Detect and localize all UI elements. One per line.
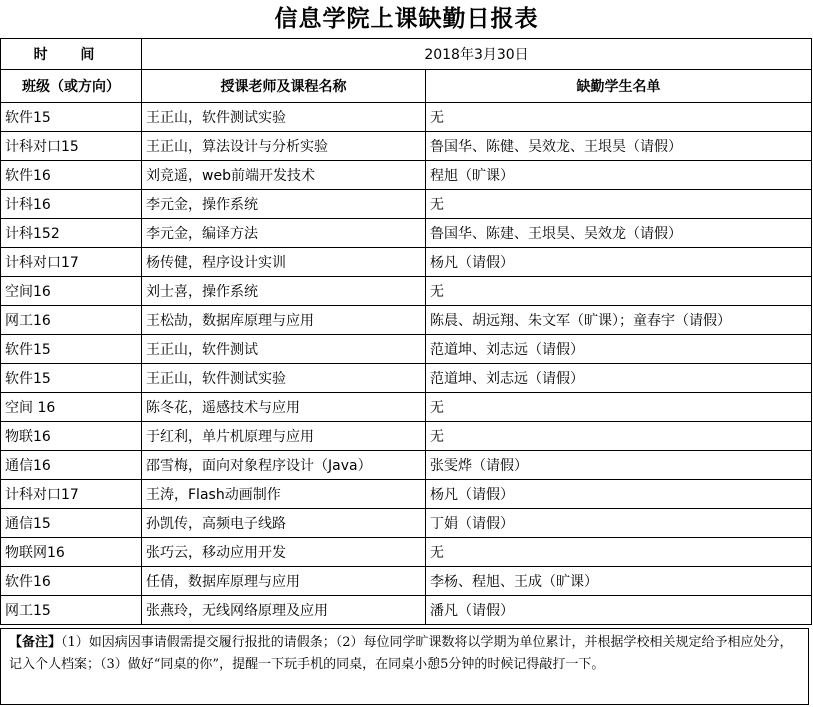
header-row	[1, 70, 812, 103]
header-absent-students: 缺勤学生名单	[426, 70, 812, 103]
absent-students-cell: 李杨、程旭、王成（旷课）	[426, 567, 812, 596]
table-row	[1, 219, 812, 248]
class-cell: 计科对口17	[1, 480, 142, 509]
remarks-label: 【备注】	[9, 635, 62, 650]
teacher-course-cell: 王正山，软件测试实验	[142, 364, 426, 393]
teacher-course-cell: 王正山，软件测试实验	[142, 103, 426, 132]
table-row	[1, 422, 812, 451]
table-row	[1, 364, 812, 393]
class-cell: 软件15	[1, 103, 142, 132]
table-row	[1, 306, 812, 335]
class-cell: 软件16	[1, 567, 142, 596]
absent-students-cell: 无	[426, 422, 812, 451]
absent-students-cell: 杨凡（请假）	[426, 480, 812, 509]
class-cell: 通信15	[1, 509, 142, 538]
teacher-course-cell: 李元金，编译方法	[142, 219, 426, 248]
absent-students-cell: 杨凡（请假）	[426, 248, 812, 277]
header-teacher-course: 授课老师及课程名称	[142, 70, 426, 103]
report-title: 信息学院上课缺勤日报表	[274, 5, 539, 32]
table-row	[1, 132, 812, 161]
class-cell: 网工15	[1, 596, 142, 625]
class-cell: 通信16	[1, 451, 142, 480]
class-cell: 计科152	[1, 219, 142, 248]
absent-students-cell: 潘凡（请假）	[426, 596, 812, 625]
absent-students-cell: 鲁国华、陈健、吴效龙、王垠昊（请假）	[426, 132, 812, 161]
teacher-course-cell: 王涛，Flash动画制作	[142, 480, 426, 509]
table-row	[1, 190, 812, 219]
teacher-course-cell: 张巧云，移动应用开发	[142, 538, 426, 567]
table-row	[1, 596, 812, 625]
class-cell: 软件16	[1, 161, 142, 190]
absent-students-cell: 鲁国华、陈建、王垠昊、吴效龙（请假）	[426, 219, 812, 248]
class-cell: 计科对口15	[1, 132, 142, 161]
teacher-course-cell: 孙凯传，高频电子线路	[142, 509, 426, 538]
teacher-course-cell: 任倩，数据库原理与应用	[142, 567, 426, 596]
table-row	[1, 277, 812, 306]
attendance-table	[0, 38, 812, 625]
class-cell: 计科对口17	[1, 248, 142, 277]
absent-students-cell: 范道坤、刘志远（请假）	[426, 335, 812, 364]
table-row	[1, 103, 812, 132]
teacher-course-cell: 陈冬花，遥感技术与应用	[142, 393, 426, 422]
absent-students-cell: 程旭（旷课）	[426, 161, 812, 190]
table-row	[1, 161, 812, 190]
teacher-course-cell: 王松劼，数据库原理与应用	[142, 306, 426, 335]
teacher-course-cell: 王正山，软件测试	[142, 335, 426, 364]
teacher-course-cell: 杨传健，程序设计实训	[142, 248, 426, 277]
table-row	[1, 451, 812, 480]
absent-students-cell: 无	[426, 103, 812, 132]
teacher-course-cell: 张燕玲，无线网络原理及应用	[142, 596, 426, 625]
class-cell: 软件15	[1, 335, 142, 364]
table-row	[1, 509, 812, 538]
class-cell: 空间16	[1, 277, 142, 306]
class-cell: 软件15	[1, 364, 142, 393]
absent-students-cell: 丁娟（请假）	[426, 509, 812, 538]
remarks-text: （1）如因病因事请假需提交履行报批的请假条；（2）每位同学旷课数将以学期为单位累计，并根据学校相关规定给予相应处分，记入个人档案；（3）做好“同桌的你”，提醒一下玩手机的同桌，在同桌小憩5分钟的时候记得敲打一下。	[9, 635, 793, 672]
header-class: 班级（或方向）	[1, 70, 142, 103]
table-row	[1, 248, 812, 277]
absent-students-cell: 无	[426, 393, 812, 422]
teacher-course-cell: 刘士喜，操作系统	[142, 277, 426, 306]
class-cell: 空间 16	[1, 393, 142, 422]
teacher-course-cell: 刘竞遥，web前端开发技术	[142, 161, 426, 190]
absent-students-cell: 范道坤、刘志远（请假）	[426, 364, 812, 393]
class-cell: 物联16	[1, 422, 142, 451]
class-cell: 计科16	[1, 190, 142, 219]
class-cell: 网工16	[1, 306, 142, 335]
absent-students-cell: 陈晨、胡远翔、朱文军（旷课）；童春宇（请假）	[426, 306, 812, 335]
table-row	[1, 538, 812, 567]
absent-students-cell: 无	[426, 538, 812, 567]
table-row	[1, 480, 812, 509]
date-cell: 2018年3月30日	[142, 39, 812, 70]
table-row	[1, 393, 812, 422]
table-row	[1, 567, 812, 596]
class-cell: 物联网16	[1, 538, 142, 567]
absent-students-cell: 无	[426, 190, 812, 219]
teacher-course-cell: 李元金，操作系统	[142, 190, 426, 219]
absent-students-cell: 无	[426, 277, 812, 306]
teacher-course-cell: 邵雪梅，面向对象程序设计（Java）	[142, 451, 426, 480]
teacher-course-cell: 于红利，单片机原理与应用	[142, 422, 426, 451]
remarks-note	[0, 628, 809, 705]
absent-students-cell: 张雯烨（请假）	[426, 451, 812, 480]
time-label-cell: 时 间	[1, 39, 142, 70]
date-row	[1, 39, 812, 70]
table-row	[1, 335, 812, 364]
teacher-course-cell: 王正山，算法设计与分析实验	[142, 132, 426, 161]
